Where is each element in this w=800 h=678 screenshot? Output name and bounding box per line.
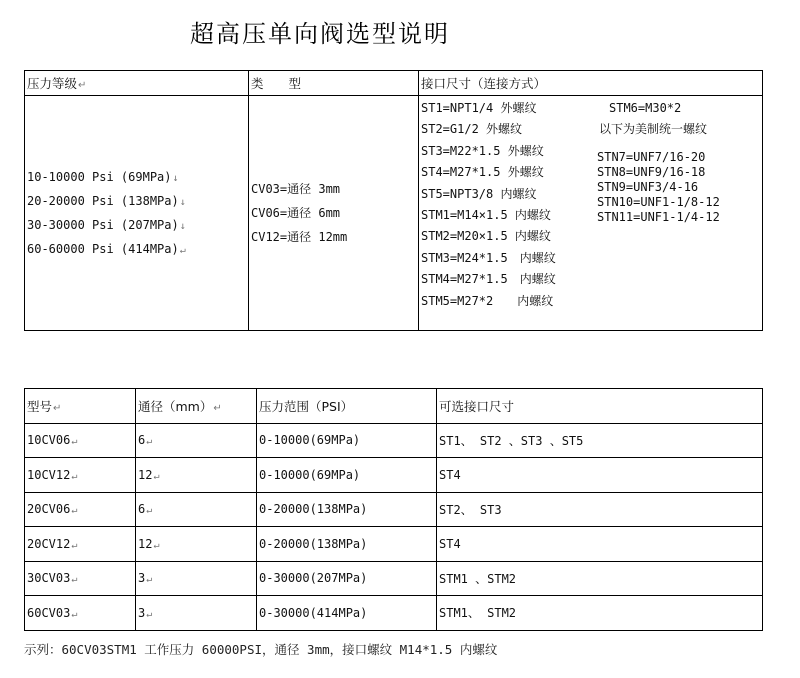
interface-item: ST4=M27*1.5 外螺纹 xyxy=(421,165,544,180)
header-interface: 接口尺寸（连接方式） xyxy=(419,71,763,96)
unf-note: 以下为美制统一螺纹 xyxy=(599,122,708,137)
header-pressure-range: 压力范围（PSI） xyxy=(257,389,437,424)
pressure-cell: 0-30000(414MPa) xyxy=(257,596,437,631)
pressure-cell: 0-10000(69MPa) xyxy=(257,423,437,458)
pressure-level-item: 60-60000 Psi (414MPa)↵ xyxy=(27,242,186,256)
pressure-cell: 0-20000(138MPa) xyxy=(257,527,437,562)
bore-cell: 3↵ xyxy=(136,561,257,596)
interface-item: STM2=M20×1.5 内螺纹 xyxy=(421,229,551,244)
unf-item: STN9=UNF3/4-16 xyxy=(597,180,699,194)
type-item: CV12=通径 12mm xyxy=(251,230,348,244)
example-note: 示列：60CV03STM1 工作压力 60000PSI，通径 3mm，接口螺纹 M14*1.5 内螺纹 xyxy=(24,642,498,657)
model-cell: 10CV12↵ xyxy=(25,458,136,493)
type-item: CV03=通径 3mm xyxy=(251,182,341,196)
table-row xyxy=(25,458,763,493)
types-cell xyxy=(249,96,419,331)
interface-item: STM3=M24*1.5 内螺纹 xyxy=(421,250,556,265)
bore-cell: 12↵ xyxy=(136,458,257,493)
pressure-level-item: 20-20000 Psi (138MPa)↓ xyxy=(27,194,186,208)
interface-cell: ST4 xyxy=(437,458,763,493)
header-model: 型号↵ xyxy=(25,389,136,424)
pressure-level-item: 10-10000 Psi (69MPa)↓ xyxy=(27,170,179,184)
interface-cell: STM1 、STM2 xyxy=(437,561,763,596)
interface-item: STM6=M30*2 xyxy=(609,101,682,115)
spec-table-body-row xyxy=(25,96,763,331)
interface-item: STM1=M14×1.5 内螺纹 xyxy=(421,207,551,222)
interface-cell: ST2、 ST3 xyxy=(437,492,763,527)
table-row xyxy=(25,527,763,562)
bore-cell: 3↵ xyxy=(136,596,257,631)
unf-item: STN11=UNF1-1/4-12 xyxy=(597,210,720,224)
interface-cell: ST1、 ST2 、ST3 、ST5 xyxy=(437,423,763,458)
pressure-level-item: 30-30000 Psi (207MPa)↓ xyxy=(27,218,186,232)
page-title: 超高压单向阀选型说明 xyxy=(190,20,450,48)
spec-table-header-row xyxy=(25,71,763,96)
unf-item: STN7=UNF7/16-20 xyxy=(597,150,706,164)
model-cell: 10CV06↵ xyxy=(25,423,136,458)
model-cell: 20CV06↵ xyxy=(25,492,136,527)
table-row xyxy=(25,561,763,596)
interface-item: ST2=G1/2 外螺纹 xyxy=(421,122,523,137)
model-cell: 60CV03↵ xyxy=(25,596,136,631)
pressure-cell: 0-20000(138MPa) xyxy=(257,492,437,527)
table-row xyxy=(25,492,763,527)
interface-item: STM5=M27*2 内螺纹 xyxy=(421,293,554,308)
interface-cell: ST4 xyxy=(437,527,763,562)
table-row xyxy=(25,596,763,631)
pressure-cell: 0-10000(69MPa) xyxy=(257,458,437,493)
unf-item: STN8=UNF9/16-18 xyxy=(597,165,706,179)
interface-item: ST3=M22*1.5 外螺纹 xyxy=(421,143,544,158)
type-item: CV06=通径 6mm xyxy=(251,206,341,220)
header-bore: 通径（mm）↵ xyxy=(136,389,257,424)
model-table-header-row xyxy=(25,389,763,424)
header-interface-options: 可选接口尺寸 xyxy=(437,389,763,424)
pressure-levels-cell xyxy=(25,96,249,331)
interface-item: STM4=M27*1.5 内螺纹 xyxy=(421,272,556,287)
unf-item: STN10=UNF1-1/8-12 xyxy=(597,195,720,209)
interface-item: ST1=NPT1/4 外螺纹 xyxy=(421,101,537,115)
header-type: 类 型 xyxy=(249,71,419,96)
model-cell: 30CV03↵ xyxy=(25,561,136,596)
interfaces-cell xyxy=(419,96,763,331)
header-pressure: 压力等级↵ xyxy=(25,71,249,96)
interface-cell: STM1、 STM2 xyxy=(437,596,763,631)
bore-cell: 6↵ xyxy=(136,492,257,527)
model-table xyxy=(24,388,763,631)
interface-item: ST5=NPT3/8 内螺纹 xyxy=(421,186,537,201)
model-cell: 20CV12↵ xyxy=(25,527,136,562)
table-row xyxy=(25,423,763,458)
bore-cell: 6↵ xyxy=(136,423,257,458)
bore-cell: 12↵ xyxy=(136,527,257,562)
pressure-cell: 0-30000(207MPa) xyxy=(257,561,437,596)
spec-table xyxy=(24,70,763,331)
